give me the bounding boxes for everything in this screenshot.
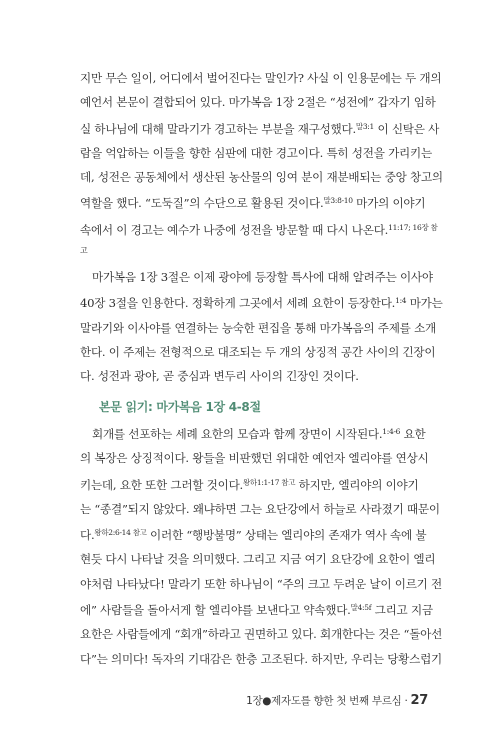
- text-segment: 실 하나님에 대해 말라기가 경고하는 부분을 재구성했다.: [80, 121, 356, 136]
- reference-superscript: 왕하2:6-14 참고: [94, 528, 147, 538]
- text-segment: 이러한 “행방불명” 상태는 엘리야의 존재가 역사 속에 불: [146, 528, 427, 543]
- text-line: [80, 596, 436, 622]
- text-line: 의 복장은 상징적이다. 왕들을 비판했던 위대한 예언자 엘리야를 연상시: [80, 451, 429, 466]
- text-segment: 키는데, 요한 또한 그러할 것이다.: [80, 477, 243, 492]
- reference-superscript: 왕하1:1-17 참고: [242, 477, 296, 487]
- text-line: 지만 무슨 일이, 어디에서 벌어진다는 말인가? 사실 이 인용문에는 두 개의: [80, 71, 442, 85]
- text-line: [80, 189, 436, 215]
- reference-superscript: 말3:8-10: [323, 196, 353, 206]
- reference-continuation: 고: [80, 246, 88, 256]
- running-title: 1장●제자도를 향한 첫 번째 부르심 ·: [246, 695, 408, 707]
- text-segment: 속에서 이 경고는 예수가 나중에 성전을 방문할 때 다시 나온다.: [80, 222, 389, 237]
- text-line: [80, 420, 436, 446]
- text-line: [80, 115, 440, 141]
- text-segment: 마가는: [406, 296, 443, 311]
- page-number: 27: [410, 693, 428, 708]
- text-line: 마가복음 1장 3절은 이제 광야에 등장할 특사에 대해 알려주는 이사야: [92, 270, 433, 284]
- page-footer: [246, 693, 428, 708]
- text-line: 다”는 의미다! 독자의 기대감은 한층 고조된다. 하지만, 우리는 당황스럽기: [80, 651, 442, 666]
- body-paragraph-3: [80, 420, 443, 671]
- section-heading: 본문 읽기: 마가복음 1장 4-8절: [99, 400, 261, 414]
- text-segment: 회개를 선포하는 세례 요한의 모습과 함께 장면이 시작된다.: [92, 427, 383, 441]
- text-segment: 하지만, 엘리야의 이야기: [295, 477, 419, 492]
- reference-superscript: 11:17; 16장 참: [388, 222, 438, 232]
- text-segment: 에” 사람들을 돌아서게 할 엘리야를 보낸다고 약속했다.: [80, 603, 351, 618]
- text-line: 야처럼 나타났다! 말라기 또한 하나님이 “주의 크고 두려운 날이 이르기 전: [80, 576, 442, 591]
- reference-superscript: 말3:1: [355, 121, 375, 131]
- text-line: [80, 289, 443, 315]
- text-line: 한다. 이 주제는 전형적으로 대조되는 두 개의 상징적 공간 사이의 긴장이: [80, 344, 436, 359]
- reference-superscript: 1:4-6: [382, 427, 401, 436]
- text-line: 예언서 본문이 결합되어 있다. 마가복음 1장 2절은 “성전에” 갑자기 임하: [80, 95, 436, 110]
- body-paragraph-1: [80, 66, 443, 260]
- text-line: 람을 억압하는 이들을 향한 심판에 대한 경고이다. 특히 성전을 가리키는: [80, 145, 432, 160]
- text-segment: 요한: [400, 427, 426, 441]
- text-line: 현듯 다시 나타날 것을 의미했다. 그리고 지금 여기 요단강에 요한이 엘리: [80, 552, 436, 567]
- text-line: [80, 521, 436, 547]
- text-line: [80, 471, 436, 497]
- text-segment: 40장 3절을 인용한다. 정확하게 그곳에서 세례 요한이 등장한다.: [80, 296, 396, 311]
- reference-superscript: 1:4: [395, 296, 407, 306]
- reference-superscript: 말4:5f: [350, 603, 372, 613]
- text-segment: 이 신탁은 사: [374, 121, 440, 136]
- text-line: 는 “종결”되지 않았다. 왜냐하면 그는 요단강에서 하늘로 사라졌기 때문이: [80, 501, 440, 516]
- text-line: 데, 성전은 공동체에서 생산된 농산물의 잉여 분이 재분배되는 중앙 창고의: [80, 170, 443, 185]
- text-segment: 다.: [80, 528, 95, 543]
- text-segment: 그리고 지금: [371, 603, 433, 618]
- body-paragraph-2: [80, 265, 443, 388]
- text-segment: 마가의 이야기: [352, 196, 426, 211]
- text-line: 말라기와 이사야를 연결하는 능숙한 편집을 통해 마가복음의 주제를 소개: [80, 320, 436, 335]
- text-line: 다. 성전과 광야, 곧 중심과 변두리 사이의 긴장인 것이다.: [80, 369, 359, 384]
- text-line: 요한은 사람들에게 “회개”하라고 권면하고 있다. 회개한다는 것은 “돌아선: [80, 627, 443, 642]
- text-segment: 역할을 했다. “도둑질”의 수단으로 활용된 것이다.: [80, 196, 324, 211]
- text-line: [80, 216, 436, 242]
